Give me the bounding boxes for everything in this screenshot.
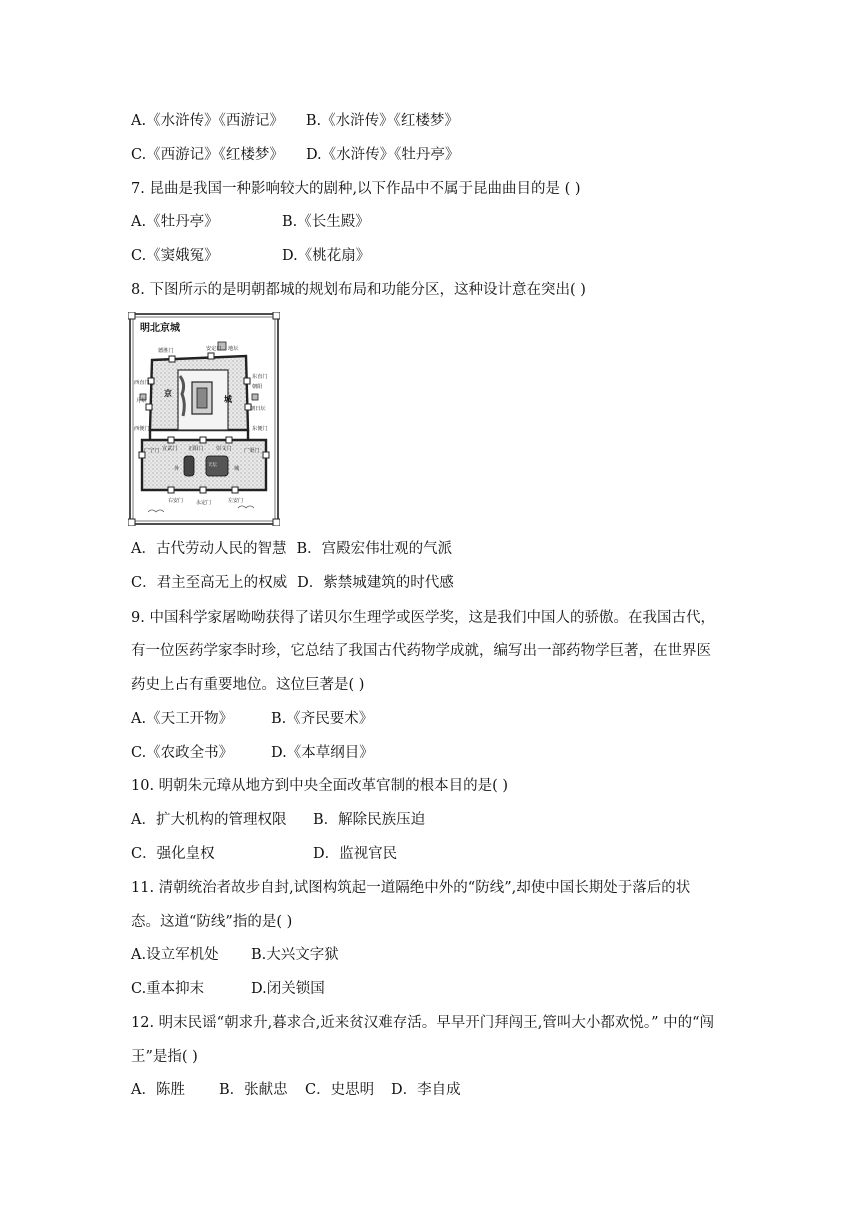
label-ritan: 朝日坛 (250, 406, 266, 412)
label-yongding: 永定门 (196, 500, 212, 506)
option-line-q9-1: A.《天工开物》 B.《齐民要术》 (131, 711, 374, 727)
option-line-q7-2: C.《窦娥冤》 D.《桃花扇》 (131, 248, 371, 264)
corner-ornament (273, 519, 280, 526)
label-chongwen: 崇文门 (216, 446, 232, 452)
label-dongbianmen: 东便门 (252, 426, 268, 432)
option-line-q11-1: A.设立军机处 B.大兴文字狱 (131, 947, 339, 963)
option-line-q10-2: C．强化皇权 D．监视官民 (131, 846, 398, 862)
ming-beijing-map (128, 312, 280, 526)
question-9-line-1: 9. 中国科学家屠呦呦获得了诺贝尔生理学或医学奖，这是我们中国人的骄傲。在我国古代， (131, 610, 715, 626)
question-12-line-1: 12. 明末民谣“朝求升,暮求合,近来贫汉难存活。早早开门拜闯王,管叫大小都欢悦。” 中的“闯 (131, 1015, 715, 1031)
map-title: 明北京城 (140, 323, 180, 334)
label-waicheng: 城 (234, 466, 240, 472)
label-chaoyang: 朝阳 (252, 384, 263, 390)
label-yuetan: 月坛 (136, 398, 147, 404)
label-xizhimen: 西直门 (134, 380, 150, 386)
label-xibianmen: 西便门 (134, 426, 150, 432)
option-line-q10-1: A．扩大机构的管理权限 B．解除民族压迫 (131, 812, 426, 828)
label-dongzhimen: 东直门 (252, 374, 268, 380)
label-guangqu: 广渠门 (244, 448, 260, 454)
question-11-line-1: 11. 清朝统治者故步自封,试图构筑起一道隔绝中外的“防线”,却使中国长期处于落后的状 (131, 880, 691, 896)
option-line-q9-2: C.《农政全书》 D.《本草纲目》 (131, 745, 374, 761)
question-12-line-2: 王”是指( ) (131, 1049, 198, 1065)
xiannongtan (184, 456, 194, 476)
question-9-line-2: 有一位医药学家李时珍，它总结了我国古代药物学成就，编写出一部药物学巨著，在世界医 (131, 643, 711, 659)
label-cheng: 城 (224, 395, 232, 404)
label-deshengmen: 德胜门 (158, 348, 174, 354)
question-10: 10. 明朝朱元璋从地方到中央全面改革官制的根本目的是( ) (131, 778, 509, 794)
question-9-line-3: 药史上占有重要地位。这位巨著是( ) (131, 677, 365, 693)
option-line-q6-2: C.《西游记》《红楼梦》 D.《水浒传》《牡丹亭》 (131, 147, 460, 163)
label-guangning: 广宁门 (144, 448, 160, 454)
question-7: 7. 昆曲是我国一种影响较大的剧种,以下作品中不属于昆曲曲目的是 ( ) (131, 181, 581, 197)
option-line-q11-2: C.重本抑末 D.闭关锁国 (131, 981, 325, 997)
label-xuanwu: 宣武门 (162, 446, 178, 452)
label-anding: 安定门 (206, 346, 222, 352)
corner-ornament (128, 312, 135, 319)
label-tiantan: 天坛 (208, 463, 217, 468)
label-zuoan: 左安门 (228, 498, 244, 504)
label-jing: 京 (164, 389, 172, 398)
ritan-marker (252, 394, 258, 400)
question-11-line-2: 态。这道“防线”指的是( ) (131, 914, 293, 930)
option-line-q8-1: A．古代劳动人民的智慧 B．宫殿宏伟壮观的气派 (131, 541, 453, 557)
label-youan: 右安门 (168, 498, 184, 504)
option-line-q12: A．陈胜 B．张献忠 C．史思明 D．李自成 (131, 1082, 461, 1098)
label-ditan: 地坛 (228, 346, 239, 352)
label-wai: 外 (174, 466, 180, 472)
option-line-q7-1: A.《牡丹亭》 B.《长生殿》 (131, 214, 370, 230)
option-line-q8-2: C．君主至高无上的权威 D．紫禁城建筑的时代感 (131, 575, 454, 591)
corner-ornament (273, 312, 280, 319)
corner-ornament (128, 519, 135, 526)
option-line-q6-1: A.《水浒传》《西游记》 B.《水浒传》《红楼梦》 (131, 113, 459, 129)
label-zhengyang: 正阳门 (188, 446, 204, 452)
question-8: 8. 下图所示的是明朝都城的规划布局和功能分区，这种设计意在突出( ) (131, 282, 586, 298)
